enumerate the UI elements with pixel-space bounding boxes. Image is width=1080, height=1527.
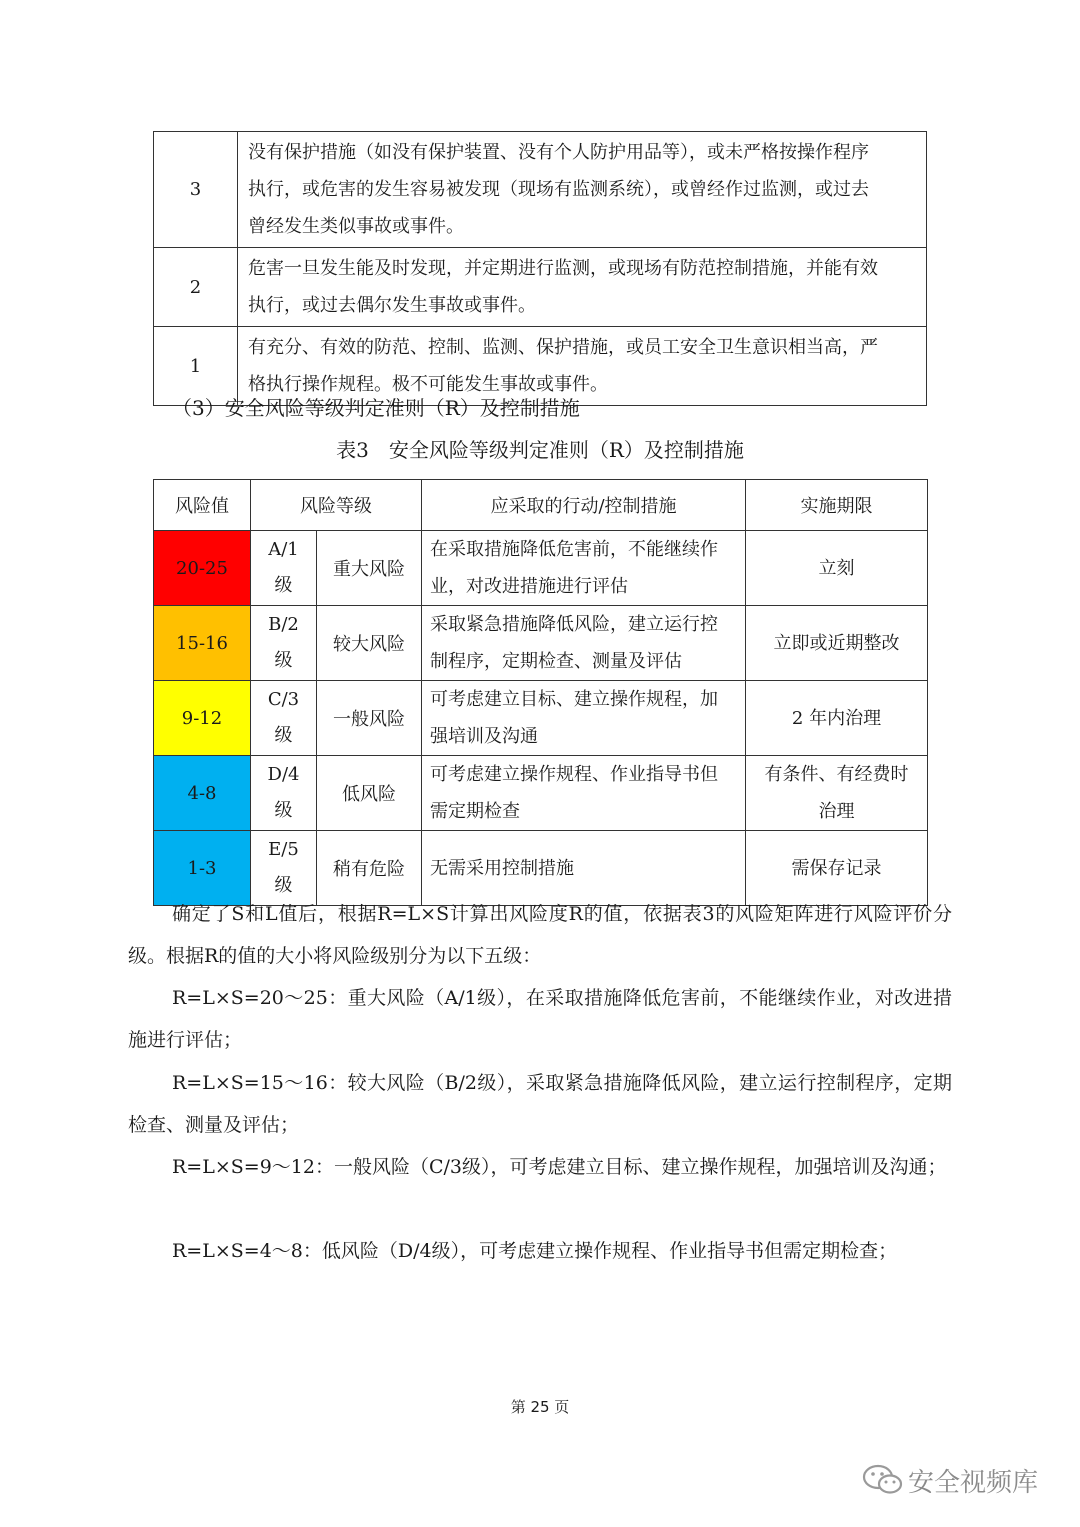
table-row — [154, 606, 928, 681]
wechat-icon — [862, 1463, 904, 1497]
table-caption: 表3 安全风险等级判定准则（R）及控制措施 — [336, 438, 744, 462]
description-cell: 有充分、有效的防范、控制、监测、保护措施，或员工安全卫生意识相当高，严 格执行操作规程。极不可能发生事故或事件。 — [238, 327, 927, 406]
page-number: 第 25 页 — [510, 1398, 570, 1416]
description-cell: 没有保护措施（如没有保护装置、没有个人防护用品等），或未严格按操作程序 执行，或危害的发生容易被发现（现场有监测系统），或曾经作过监测，或过去 曾经发生类似事故或事件。 — [238, 132, 927, 248]
risk-code-cell: A/1 级 — [251, 531, 317, 606]
risk-name-cell: 稍有危险 — [317, 831, 422, 906]
body-paragraph: R=L×S=4～8：低风险（D/4级），可考虑建立操作规程、作业指导书但需定期检查； — [172, 1240, 898, 1262]
risk-code-cell: B/2 级 — [251, 606, 317, 681]
risk-name-cell: 较大风险 — [317, 606, 422, 681]
table-row — [154, 531, 928, 606]
risk-value-cell: 20-25 — [154, 531, 251, 606]
period-cell: 需保存记录 — [746, 831, 928, 906]
action-cell: 可考虑建立目标、建立操作规程，加 强培训及沟通 — [422, 681, 746, 756]
header-action: 应采取的行动/控制措施 — [422, 480, 746, 531]
header-risk-level: 风险等级 — [251, 480, 422, 531]
likelihood-table — [153, 131, 927, 406]
level-cell: 2 — [154, 248, 238, 327]
description-cell: 危害一旦发生能及时发现，并定期进行监测，或现场有防范控制措施，并能有效 执行，或过去偶尔发生事故或事件。 — [238, 248, 927, 327]
body-paragraph: R=L×S=20～25：重大风险（A/1级），在采取措施降低危害前，不能继续作业，对改进措施进行评估； — [128, 987, 952, 1051]
table-row — [154, 132, 927, 248]
table-header-row — [154, 480, 928, 531]
period-cell: 有条件、有经费时 治理 — [746, 756, 928, 831]
watermark — [862, 1462, 1038, 1498]
body-paragraph: R=L×S=9～12：一般风险（C/3级），可考虑建立目标、建立操作规程，加强培训及沟通； — [172, 1156, 947, 1178]
period-cell: 立即或近期整改 — [746, 606, 928, 681]
watermark-text: 安全视频库 — [908, 1467, 1039, 1498]
action-cell: 可考虑建立操作规程、作业指导书但 需定期检查 — [422, 756, 746, 831]
period-cell: 2 年内治理 — [746, 681, 928, 756]
section-heading: （3）安全风险等级判定准则（R）及控制措施 — [172, 396, 580, 420]
table-row — [154, 756, 928, 831]
risk-level-table — [153, 479, 928, 906]
period-cell: 立刻 — [746, 531, 928, 606]
table-row — [154, 248, 927, 327]
risk-value-cell: 15-16 — [154, 606, 251, 681]
risk-code-cell: E/5 级 — [251, 831, 317, 906]
risk-value-cell: 1-3 — [154, 831, 251, 906]
risk-name-cell: 重大风险 — [317, 531, 422, 606]
risk-code-cell: C/3 级 — [251, 681, 317, 756]
header-period: 实施期限 — [746, 480, 928, 531]
risk-name-cell: 一般风险 — [317, 681, 422, 756]
header-risk-value: 风险值 — [154, 480, 251, 531]
action-cell: 采取紧急措施降低风险，建立运行控 制程序，定期检查、测量及评估 — [422, 606, 746, 681]
body-paragraph: R=L×S=15～16：较大风险（B/2级），采取紧急措施降低风险，建立运行控制程序，定期检查、测量及评估； — [128, 1072, 952, 1136]
table-row — [154, 681, 928, 756]
body-paragraph: 确定了S和L值后，根据R=L×S计算出风险度R的值，依据表3的风险矩阵进行风险评价分级。根据R的值的大小将风险级别分为以下五级： — [128, 903, 952, 967]
level-cell: 1 — [154, 327, 238, 406]
action-cell: 无需采用控制措施 — [422, 831, 746, 906]
level-cell: 3 — [154, 132, 238, 248]
risk-value-cell: 9-12 — [154, 681, 251, 756]
risk-name-cell: 低风险 — [317, 756, 422, 831]
risk-value-cell: 4-8 — [154, 756, 251, 831]
action-cell: 在采取措施降低危害前，不能继续作 业，对改进措施进行评估 — [422, 531, 746, 606]
risk-code-cell: D/4 级 — [251, 756, 317, 831]
